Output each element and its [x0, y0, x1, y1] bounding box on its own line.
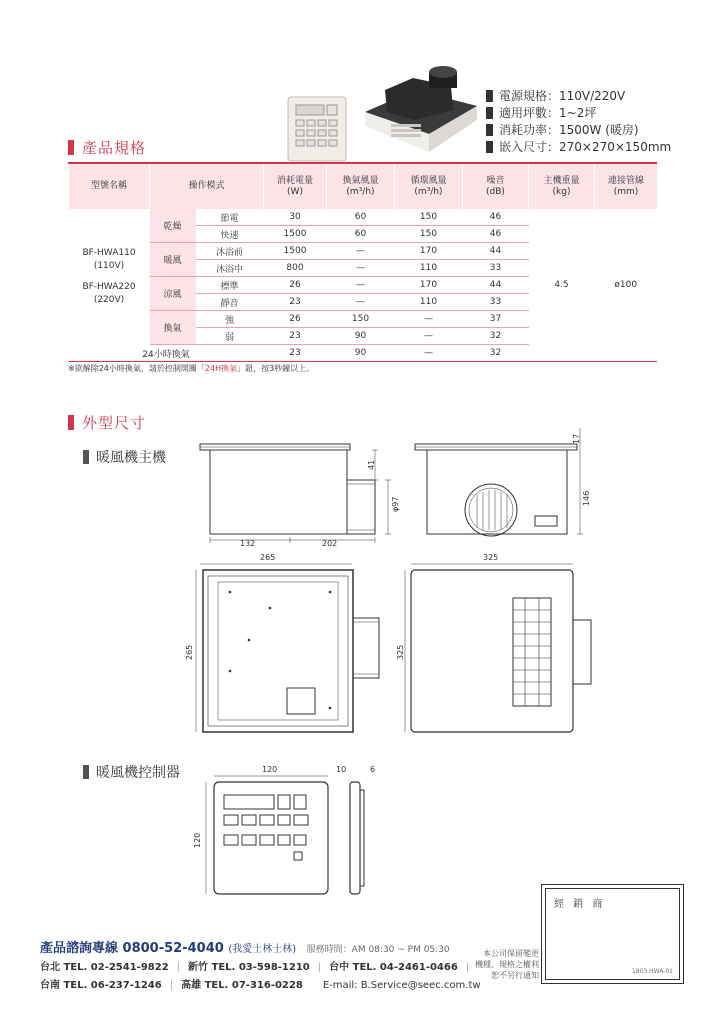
- duct-cell: ø100: [595, 209, 658, 362]
- header-weight: 主機重量 (kg): [529, 163, 595, 209]
- subtitle-main-unit: 暖風機主機: [83, 447, 166, 467]
- table-note: ※欲解除24小時換氣，請於控制開關「24H換氣」鈕，按3秒鐘以上。: [68, 364, 315, 373]
- dealer-label: 經 銷 商: [554, 899, 606, 910]
- dim-6: 6: [370, 765, 376, 774]
- controller-drawing: [190, 760, 390, 900]
- header-noise: 噪音 (dB): [463, 163, 529, 209]
- dim-10: 10: [336, 765, 347, 774]
- weight-cell: 4.5: [529, 209, 595, 362]
- dim-265-side: 265: [185, 644, 194, 660]
- spec-voltage: 電源規格：110V/220V: [486, 88, 625, 105]
- front-view-drawing: [405, 426, 590, 546]
- table-row: 沐浴中 800 — 110 33: [69, 260, 658, 277]
- header-exhaust: 換氣風量 (m³/h): [327, 163, 395, 209]
- header-circ: 循環風量 (m³/h): [395, 163, 463, 209]
- dim-120-side: 120: [193, 832, 202, 848]
- group-cool: 涼風: [150, 277, 196, 311]
- side-view-drawing: [190, 440, 420, 552]
- doc-code: 1803.HWA-01: [631, 968, 673, 975]
- header-duct: 連接管線 (mm): [595, 163, 658, 209]
- dim-146: 146: [582, 490, 591, 506]
- table-row: 24小時換氣 23 90 — 32: [69, 345, 658, 362]
- table-row: 弱 23 90 — 32: [69, 328, 658, 345]
- dim-132: 132: [240, 539, 256, 548]
- header-power: 消耗電量 (W): [264, 163, 327, 209]
- dim-41: 41: [367, 459, 376, 470]
- spec-power: 消耗功率：1500W (暖房): [486, 122, 639, 139]
- dim-265-top: 265: [260, 553, 276, 562]
- dim-325-top: 325: [483, 553, 499, 562]
- dim-325-side: 325: [396, 644, 405, 660]
- spec-embed: 嵌入尺寸：270×270×150mm: [486, 139, 671, 156]
- section-title-dimensions: 外型尺寸: [68, 412, 146, 433]
- section-title-spec: 產品規格: [68, 137, 146, 158]
- top-view-drawing: [170, 548, 400, 738]
- group-vent: 換氣: [150, 311, 196, 345]
- subtitle-controller: 暖風機控制器: [83, 762, 180, 782]
- table-row: BF-HWA110 (110V) BF-HWA220 (220V) 乾燥 節電 30 60 150 46 4.5 ø100: [69, 209, 658, 226]
- model-cell: BF-HWA110 (110V) BF-HWA220 (220V): [82, 247, 136, 305]
- header-model: 型號名稱: [69, 163, 150, 209]
- dealer-box: [541, 884, 684, 984]
- group-warm: 暖風: [150, 243, 196, 277]
- dim-202: 202: [322, 539, 338, 548]
- group-dry: 乾燥: [150, 209, 196, 243]
- header-mode: 操作模式: [150, 163, 264, 209]
- footer-contacts-1: 台北 TEL. 02-2541-9822 | 新竹 TEL. 03-598-1210 | 台中 TEL. 04-2461-0466 |: [40, 962, 470, 973]
- spec-area: 適用坪數：1~2坪: [486, 105, 596, 122]
- dim-97: φ97: [391, 496, 400, 512]
- heater-unit-photo: [355, 60, 481, 156]
- footer-contacts-2: 台南 TEL. 06-237-1246 | 高雄 TEL. 07-316-0228 E-mail: B.Service@seec.com.tw: [40, 980, 481, 991]
- table-row: 換氣 強 26 150 — 37: [69, 311, 658, 328]
- table-row: 靜音 23 — 110 33: [69, 294, 658, 311]
- spec-table: [68, 162, 657, 362]
- hotline: 產品諮詢專線 0800-52-4040 (我愛士林士林) 服務時間：AM 08:30 ~ PM 05:30: [40, 941, 450, 956]
- dim-17: 17: [572, 433, 581, 444]
- bottom-view-drawing: [395, 548, 595, 738]
- table-row: 暖風 沐浴前 1500 — 170 44: [69, 243, 658, 260]
- table-row: 涼風 標準 26 — 170 44: [69, 277, 658, 294]
- controller-photo: [287, 96, 347, 162]
- dim-120-top: 120: [262, 765, 278, 774]
- rights-notice: 本公司保留變更 機種、規格之權利 恕不另行通知: [475, 949, 539, 980]
- table-row: 快速 1500 60 150 46: [69, 226, 658, 243]
